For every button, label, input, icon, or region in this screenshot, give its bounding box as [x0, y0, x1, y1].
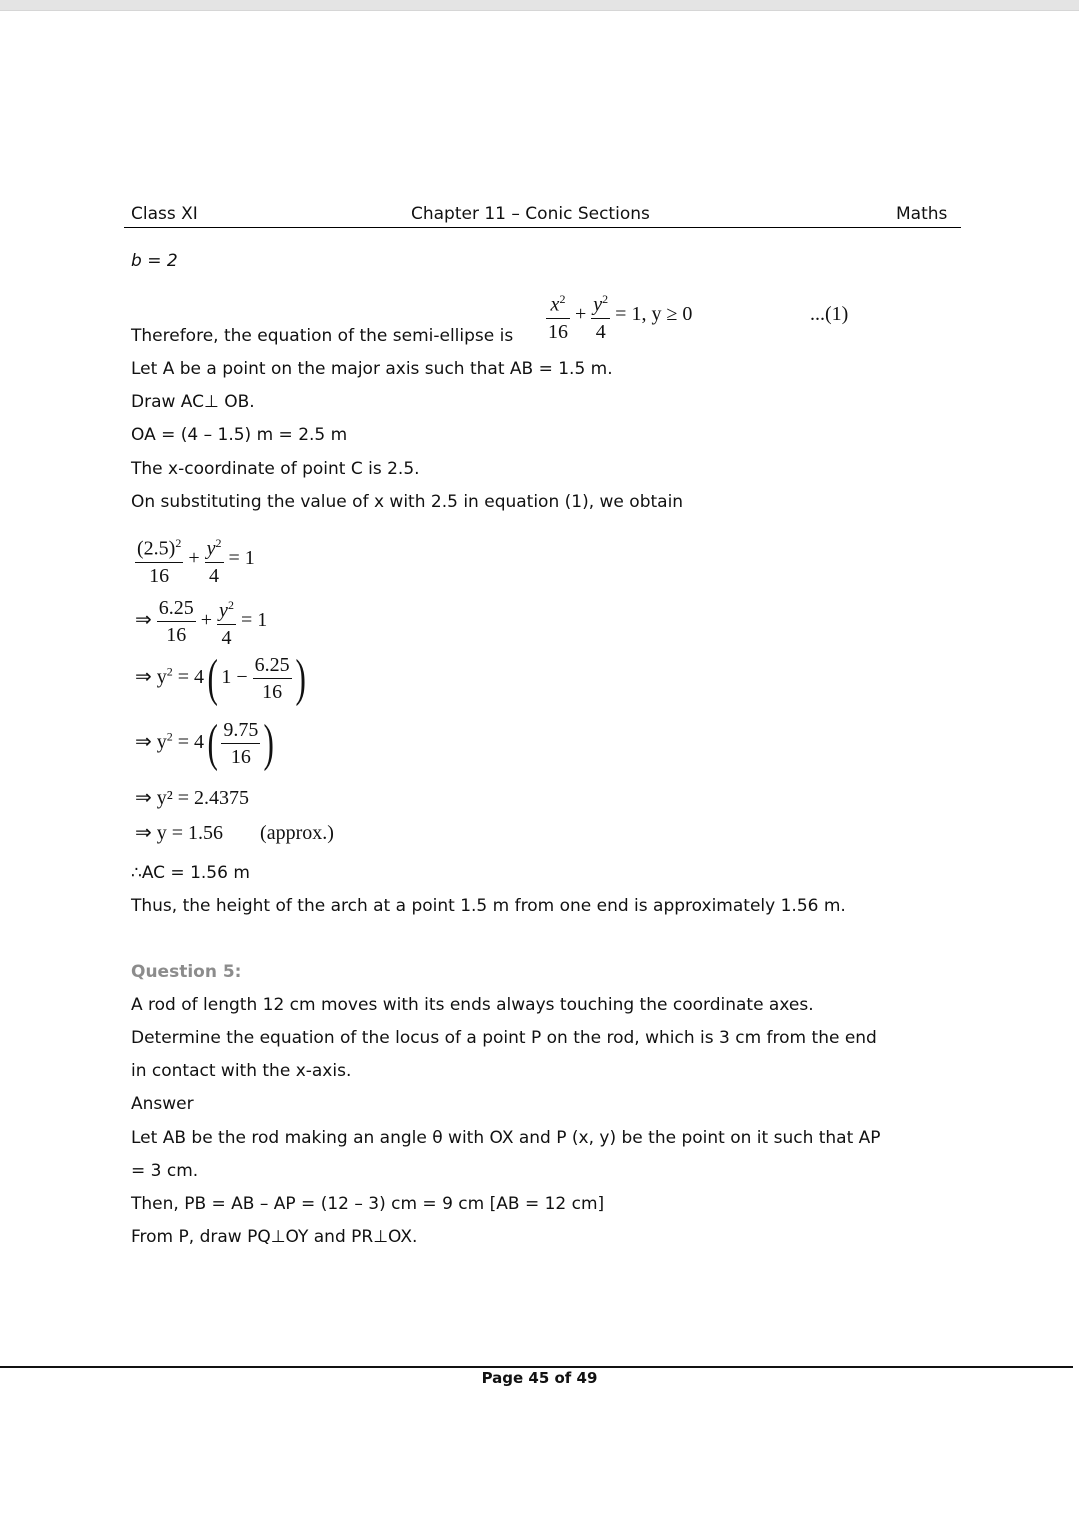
question-text: in contact with the x-axis. — [131, 1061, 352, 1081]
step-5: ⇒ y² = 2.4375 — [135, 787, 250, 809]
step-6: ⇒ y = 1.56 (approx.) — [135, 822, 334, 844]
equation-1: $\frac{x^2}{16}$ + $\frac{y^2}{4}$ = 1, y ≥ 0 — [546, 286, 692, 345]
viewer-top-bar — [0, 0, 1079, 11]
ac-result: ∴AC = 1.56 m — [131, 863, 250, 883]
question-text: Determine the equation of the locus of a point P on the rod, which is 3 cm from the end — [131, 1028, 877, 1048]
answer-text: From P, draw PQ⊥OY and PR⊥OX. — [131, 1227, 418, 1247]
b-value: b = 2 — [131, 251, 178, 271]
text-line: Let A be a point on the major axis such that AB = 1.5 m. — [131, 359, 613, 379]
text-line: Draw AC⊥ OB. — [131, 392, 255, 412]
page-number: Page 45 of 49 — [481, 1369, 598, 1387]
header-chapter: Chapter 11 – Conic Sections — [411, 204, 650, 224]
answer-text: Let AB be the rod making an angle θ with OX and P (x, y) be the point on it such that AP — [131, 1128, 881, 1148]
semi-ellipse-text: Therefore, the equation of the semi-ellipse is — [131, 326, 514, 346]
text-line: The x-coordinate of point C is 2.5. — [131, 459, 420, 479]
step-1: $\frac{(2.5)^2}{16}$ + $\frac{y^2}{4}$ = 1 — [135, 530, 255, 589]
step-4: ⇒ $y^2 = 4$( $\frac{9.75}{16}$ ) — [135, 714, 275, 772]
step-3: ⇒ $y^2 = 4$( 1 − $\frac{6.25}{16}$ ) — [135, 649, 306, 707]
answer-text: = 3 cm. — [131, 1161, 199, 1181]
header-rule — [124, 227, 961, 228]
header-subject: Maths — [896, 204, 948, 224]
header-class: Class XI — [131, 204, 198, 224]
question-text: A rod of length 12 cm moves with its ends always touching the coordinate axes. — [131, 995, 814, 1015]
equation-label: ...(1) — [810, 303, 849, 325]
step-2: ⇒ $\frac{6.25}{16}$ + $\frac{y^2}{4}$ = 1 — [135, 592, 267, 651]
answer-label: Answer — [131, 1094, 194, 1114]
footer-rule — [0, 1366, 1073, 1368]
conclusion: Thus, the height of the arch at a point 1.5 m from one end is approximately 1.56 m. — [131, 896, 846, 916]
text-line: OA = (4 – 1.5) m = 2.5 m — [131, 425, 348, 445]
text-line: On substituting the value of x with 2.5 in equation (1), we obtain — [131, 492, 684, 512]
question-5-title: Question 5: — [131, 962, 242, 982]
answer-text: Then, PB = AB – AP = (12 – 3) cm = 9 cm [AB = 12 cm] — [131, 1194, 605, 1214]
